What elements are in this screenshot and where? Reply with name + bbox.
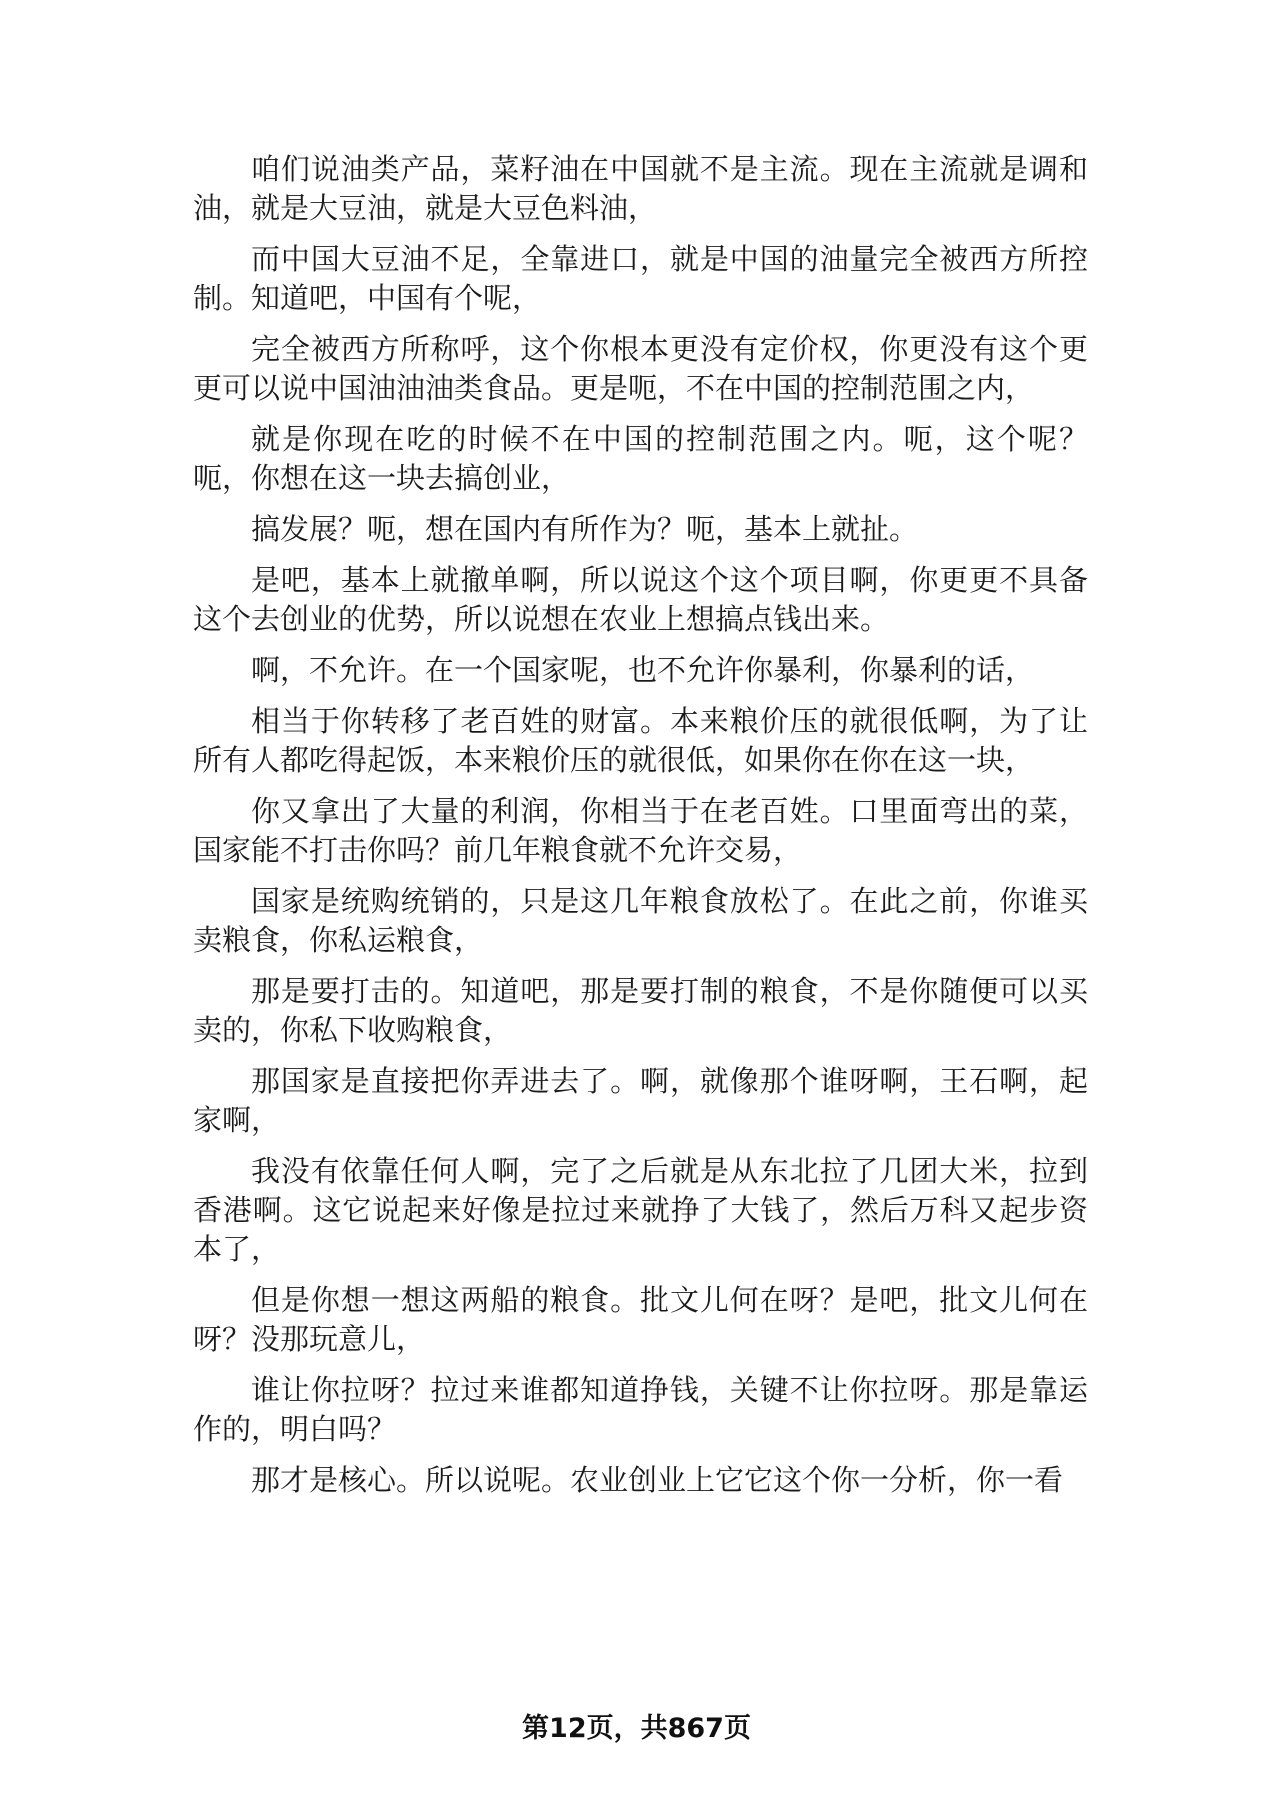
paragraph: 啊，不允许。在一个国家呢，也不允许你暴利，你暴利的话， xyxy=(251,653,1035,687)
document-body xyxy=(193,150,1088,1512)
paragraph: 那国家是直接把你弄进去了。啊，就像那个谁呀啊，王石啊，起家啊， xyxy=(193,1064,1088,1137)
paragraph: 国家是统购统销的，只是这几年粮食放松了。在此之前，你谁买卖粮食，你私运粮食， xyxy=(193,884,1088,957)
paragraph: 那是要打击的。知道吧，那是要打制的粮食，不是你随便可以买卖的，你私下收购粮食， xyxy=(193,974,1088,1047)
paragraph: 是吧，基本上就撤单啊，所以说这个这个项目啊，你更更不具备这个去创业的优势，所以说想在农业上想搞点钱出来。 xyxy=(193,563,1088,636)
paragraph: 我没有依靠任何人啊，完了之后就是从东北拉了几团大米，拉到香港啊。这它说起来好像是拉过来就挣了大钱了，然后万科又起步资本了， xyxy=(193,1154,1088,1266)
paragraph: 你又拿出了大量的利润，你相当于在老百姓。口里面弯出的菜，国家能不打击你吗？前几年粮食就不允许交易， xyxy=(193,794,1088,867)
page-number-footer: 第12页，共867页 xyxy=(522,1713,751,1744)
paragraph: 那才是核心。所以说呢。农业创业上它它这个你一分析，你一看 xyxy=(251,1463,1064,1497)
paragraph: 但是你想一想这两船的粮食。批文儿何在呀？是吧，批文儿何在呀？没那玩意儿， xyxy=(193,1283,1088,1356)
paragraph: 而中国大豆油不足，全靠进口，就是中国的油量完全被西方所控制。知道吧，中国有个呢， xyxy=(193,242,1088,315)
paragraph: 就是你现在吃的时候不在中国的控制范围之内。呃，这个呢？呃，你想在这一块去搞创业， xyxy=(193,422,1088,495)
paragraph: 咱们说油类产品，菜籽油在中国就不是主流。现在主流就是调和油，就是大豆油，就是大豆色料油， xyxy=(193,152,1088,225)
paragraph: 相当于你转移了老百姓的财富。本来粮价压的就很低啊，为了让所有人都吃得起饭，本来粮价压的就很低，如果你在你在这一块， xyxy=(193,704,1088,777)
paragraph: 完全被西方所称呼，这个你根本更没有定价权，你更没有这个更更可以说中国油油油类食品。更是呃，不在中国的控制范围之内， xyxy=(193,332,1088,405)
paragraph: 搞发展？呃，想在国内有所作为？呃，基本上就扯。 xyxy=(251,512,919,546)
paragraph: 谁让你拉呀？拉过来谁都知道挣钱，关键不让你拉呀。那是靠运作的，明白吗？ xyxy=(193,1373,1088,1446)
